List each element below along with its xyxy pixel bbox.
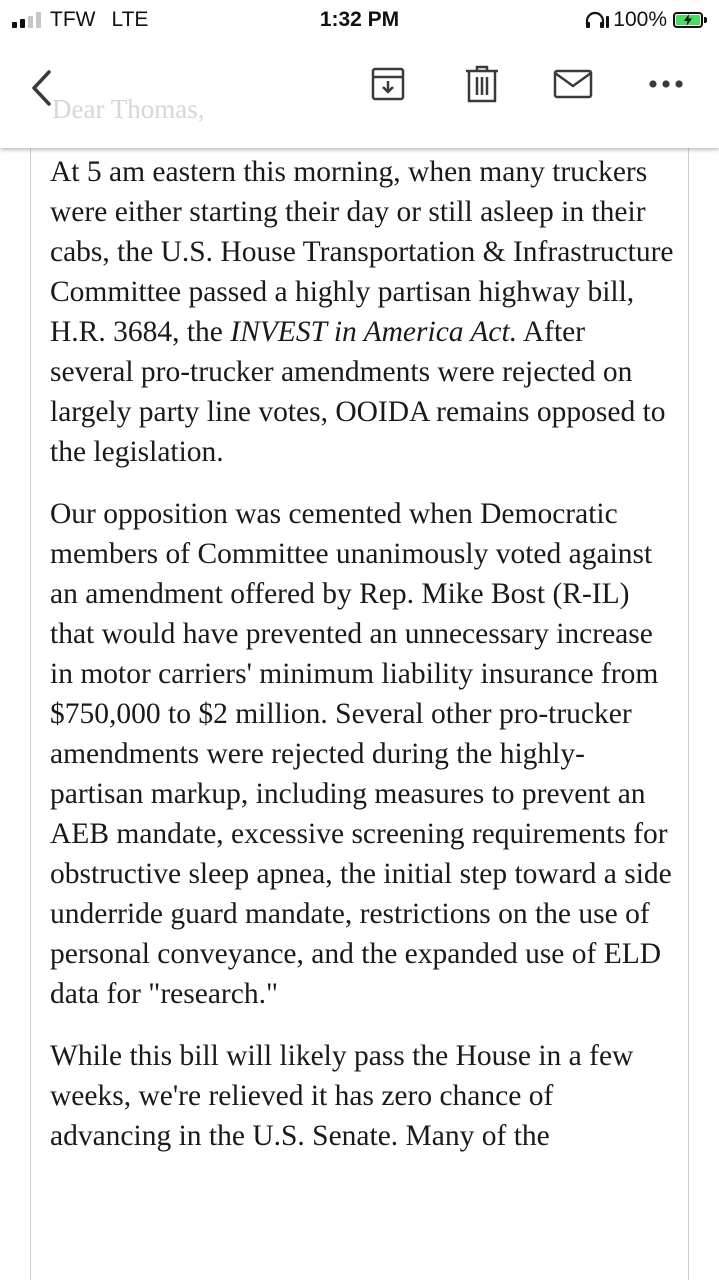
status-bar bbox=[0, 0, 719, 40]
reply-mail-button[interactable] bbox=[551, 64, 595, 104]
bill-name-emphasis: INVEST in America Act. bbox=[230, 316, 518, 348]
carrier-name: TFW bbox=[50, 8, 96, 31]
more-options-button[interactable] bbox=[644, 64, 688, 104]
envelope-icon bbox=[553, 69, 593, 99]
battery-tip bbox=[704, 17, 707, 23]
trash-icon bbox=[465, 65, 499, 103]
archive-button[interactable] bbox=[368, 64, 408, 104]
headphones-icon bbox=[585, 11, 609, 29]
trash-button[interactable] bbox=[462, 64, 502, 104]
email-paragraph: While this bill will likely pass the House in a few weeks, we're relieved it has zero chance of advancing in the U.S. Senate. Many of the bbox=[50, 1040, 634, 1152]
paragraph-text: At 5 am eastern this morning, when many truckers were either starting their day or still asleep in their cabs, the U.S. House Transportation & Infrastructure Committee passed a highly partisan highway bill, H.R. 3684, the bbox=[50, 156, 674, 348]
email-body bbox=[50, 152, 675, 1178]
back-button[interactable] bbox=[22, 68, 62, 108]
email-body-frame bbox=[30, 148, 689, 1280]
paragraph-text: After several pro-trucker amendments were rejected on largely party line votes, OOIDA remains opposed to the legislation. bbox=[50, 316, 666, 468]
mail-toolbar bbox=[0, 40, 719, 148]
battery-icon bbox=[673, 12, 703, 28]
status-time: 1:32 PM bbox=[319, 8, 400, 31]
archive-download-icon bbox=[371, 67, 405, 101]
email-salutation: Dear Thomas, bbox=[52, 94, 205, 124]
charging-bolt-icon bbox=[683, 14, 693, 26]
network-type: LTE bbox=[111, 8, 149, 31]
email-paragraph bbox=[50, 152, 675, 472]
battery-percent: 100% bbox=[613, 8, 667, 31]
ellipsis-icon bbox=[648, 79, 684, 89]
email-paragraph: Our opposition was cemented when Democratic members of Committee unanimously voted against an amendment offered by Rep. Mike Bost (R-IL) that would have prevented an unnecessary increase in motor carriers' minimum liability insurance from $750,000 to $2 million. Several other pro-trucker amendments were rejected during the highly-partisan markup, including measures to prevent an AEB mandate, excessive screening requirements for obstructive sleep apnea, the initial step toward a side underride guard mandate, restrictions on the use of personal conveyance, and the expanded use of ELD data for "research." bbox=[50, 498, 672, 1010]
chevron-left-icon bbox=[29, 68, 55, 108]
status-right bbox=[585, 8, 707, 32]
